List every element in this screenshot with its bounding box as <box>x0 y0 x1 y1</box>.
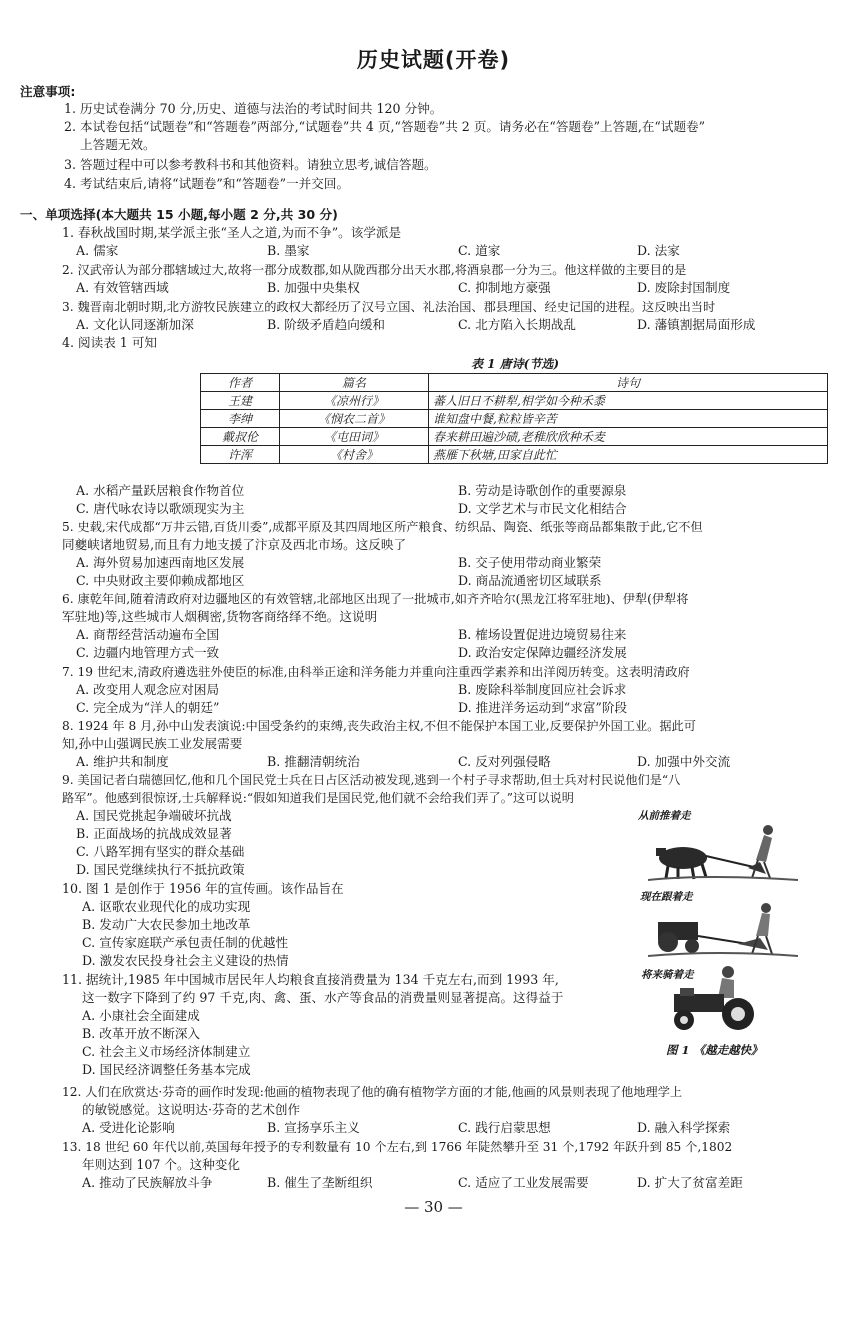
table-cell: 戴叔伦 <box>201 428 280 446</box>
tractor-rider-drawing <box>660 962 770 1034</box>
question-stem: 5. 史载,宋代成都“万井云错,百货川委”,成都平原及其四周地区所产粮食、纺织品、陶瓷、纸张等商品都集散于此,它不但 <box>62 520 703 534</box>
figure-label: 将来骑着走 <box>641 969 694 981</box>
option: A. 讴歌农业现代化的成功实现 <box>82 899 251 914</box>
question-stem: 年则达到 107 个。这种变化 <box>82 1157 240 1172</box>
option: A. 维护共和制度 <box>76 754 169 769</box>
table-cell: 《屯田词》 <box>280 428 429 446</box>
question-stem: 13. 18 世纪 60 年代以前,英国每年授予的专利数量有 10 个左右,到 1766 年陡然攀升至 31 个,1792 年跃升到 85 个,1802 <box>62 1140 733 1154</box>
question-stem: 9. 美国记者白瑞德回忆,他和几个国民党士兵在日占区活动被发现,逃到一个村子寻求帮助,但士兵对村民说他们是“八 <box>62 773 681 787</box>
option: D. 国民经济调整任务基本完成 <box>82 1062 251 1077</box>
figure-label: 从前推着走 <box>638 810 691 822</box>
option: D. 扩大了贫富差距 <box>637 1175 743 1190</box>
option: A. 国民党挑起争端破坏抗战 <box>76 808 232 823</box>
table-cell: 蕃人旧日不耕犁,相学如今种禾黍 <box>429 392 828 410</box>
table-cell: 谁知盘中餐,粒粒皆辛苦 <box>429 410 828 428</box>
question-stem: 这一数字下降到了约 97 千克,肉、禽、蛋、水产等食品的消费量则显著提高。这得益于 <box>82 990 564 1005</box>
option: C. 社会主义市场经济体制建立 <box>82 1044 251 1059</box>
question-stem: 知,孙中山强调民族工业发展需要 <box>62 736 243 751</box>
question-stem: 路军”。他感到很惊讶,士兵解释说:“假如知道我们是国民党,他们就不会给我们弄了。”这可以说明 <box>62 791 574 805</box>
tractor-plough-drawing <box>648 902 798 960</box>
note-line: 上答题无效。 <box>80 137 156 152</box>
question-stem: 2. 汉武帝认为部分郡辖域过大,故将一郡分成数郡,如从陇西郡分出天水郡,将酒泉郡一分为三。他这样做的主要目的是 <box>62 263 687 277</box>
notes-heading: 注意事项: <box>20 84 76 99</box>
question-stem: 1. 春秋战国时期,某学派主张“圣人之道,为而不争”。该学派是 <box>62 225 402 240</box>
table-header: 诗句 <box>429 374 828 392</box>
option: A. 水稻产量跃居粮食作物首位 <box>76 483 245 498</box>
option: C. 北方陷入长期战乱 <box>458 317 576 332</box>
table-header: 篇名 <box>280 374 429 392</box>
option: A. 商帮经营活动遍布全国 <box>76 627 220 642</box>
table-caption: 表 1 唐诗(节选) <box>470 357 560 371</box>
option: C. 道家 <box>458 243 501 258</box>
table-row <box>201 410 828 428</box>
note-line: 1. 历史试卷满分 70 分,历史、道德与法治的考试时间共 120 分钟。 <box>64 101 443 116</box>
option: D. 商品流通密切区域联系 <box>458 573 602 588</box>
option: A. 文化认同逐渐加深 <box>76 317 194 332</box>
figure-label: 现在跟着走 <box>640 891 693 903</box>
page-title: 历史试题(开卷) <box>356 48 511 72</box>
option: B. 正面战场的抗战成效显著 <box>76 826 232 841</box>
option: A. 推动了民族解放斗争 <box>82 1175 213 1190</box>
option: A. 海外贸易加速西南地区发展 <box>76 555 245 570</box>
table-header-row <box>201 374 828 392</box>
option: B. 加强中央集权 <box>267 280 360 295</box>
note-line: 3. 答题过程中可以参考教科书和其他资料。请独立思考,诚信答题。 <box>64 157 437 172</box>
option: C. 适应了工业发展需要 <box>458 1175 589 1190</box>
option: B. 发动广大农民参加土地改革 <box>82 917 251 932</box>
option: D. 文学艺术与市民文化相结合 <box>458 501 627 516</box>
option: A. 有效管辖西域 <box>76 280 169 295</box>
option: D. 藩镇割据局面形成 <box>637 317 756 332</box>
option: B. 交子使用带动商业繁荣 <box>458 555 602 570</box>
table-header: 作者 <box>201 374 280 392</box>
question-stem: 6. 康乾年间,随着清政府对边疆地区的有效管辖,北部地区出现了一批城市,如齐齐哈尔(黑龙江将军驻地)、伊犁(伊犁将 <box>62 592 689 606</box>
figure-caption: 图 1 《越走越快》 <box>666 1043 763 1057</box>
note-line: 2. 本试卷包括“试题卷”和“答题卷”两部分,“试题卷”共 4 页,“答题卷”共 2 页。请务必在“答题卷”上答题,在“试题卷” <box>64 119 706 134</box>
section-heading: 一、单项选择(本大题共 15 小题,每小题 2 分,共 30 分) <box>20 207 338 222</box>
option: C. 八路军拥有坚实的群众基础 <box>76 844 245 859</box>
option: C. 抑制地方豪强 <box>458 280 551 295</box>
table-row <box>201 428 828 446</box>
question-stem: 7. 19 世纪末,清政府遴选驻外使臣的标准,由科举正途和洋务能力并重向注重西学素养和出洋阅历转变。这表明清政府 <box>62 665 690 679</box>
table-row <box>201 446 828 464</box>
option: D. 国民党继续执行不抵抗政策 <box>76 862 245 877</box>
option: B. 废除科举制度回应社会诉求 <box>458 682 627 697</box>
option: A. 儒家 <box>76 243 119 258</box>
option: B. 宣扬享乐主义 <box>267 1120 360 1135</box>
option: B. 催生了垄断组织 <box>267 1175 373 1190</box>
option: B. 榷场设置促进边境贸易往来 <box>458 627 627 642</box>
question-stem: 4. 阅读表 1 可知 <box>62 335 158 350</box>
option: C. 完全成为“洋人的朝廷” <box>76 700 220 715</box>
option: A. 受进化论影响 <box>82 1120 175 1135</box>
question-stem: 同夔峡诸地贸易,而且有力地支援了汴京及西北市场。这反映了 <box>62 537 407 552</box>
option: A. 改变用人观念应对困局 <box>76 682 220 697</box>
table-cell: 《悯农二首》 <box>280 410 429 428</box>
option: D. 激发农民投身社会主义建设的热情 <box>82 953 289 968</box>
table-cell: 《村舍》 <box>280 446 429 464</box>
table-cell: 燕雁下秋塘,田家自此忙 <box>429 446 828 464</box>
page-number: — 30 — <box>404 1198 463 1216</box>
option: C. 宣传家庭联产承包责任制的优越性 <box>82 935 289 950</box>
note-line: 4. 考试结束后,请将“试题卷”和“答题卷”一并交回。 <box>64 176 350 191</box>
question-stem: 军驻地)等,这些城市人烟稠密,货物客商络绎不绝。这说明 <box>62 609 378 624</box>
option: C. 中央财政主要仰赖成都地区 <box>76 573 245 588</box>
option: C. 反对列强侵略 <box>458 754 551 769</box>
option: C. 唐代咏农诗以歌颂现实为主 <box>76 501 245 516</box>
option: B. 改革开放不断深入 <box>82 1026 201 1041</box>
option: C. 边疆内地管理方式一致 <box>76 645 220 660</box>
question-stem: 12. 人们在欣赏达·芬奇的画作时发现:他画的植物表现了他的确有植物学方面的才能,他画的风景则表现了他地理学上 <box>62 1085 683 1099</box>
table-cell: 王建 <box>201 392 280 410</box>
option: D. 推进洋务运动到“求富”阶段 <box>458 700 628 715</box>
option: B. 劳动是诗歌创作的重要源泉 <box>458 483 627 498</box>
option: B. 推翻清朝统治 <box>267 754 360 769</box>
option: D. 法家 <box>637 243 680 258</box>
option: B. 阶级矛盾趋向缓和 <box>267 317 386 332</box>
table-row <box>201 392 828 410</box>
table-cell: 李绅 <box>201 410 280 428</box>
option: D. 废除封国制度 <box>637 280 731 295</box>
option: D. 加强中外交流 <box>637 754 731 769</box>
poem-table <box>200 373 828 464</box>
question-stem: 11. 据统计,1985 年中国城市居民年人均粮食直接消费量为 134 千克左右,而到 1993 年, <box>62 972 559 987</box>
option: A. 小康社会全面建成 <box>82 1008 200 1023</box>
question-stem: 10. 图 1 是创作于 1956 年的宣传画。该作品旨在 <box>62 881 344 896</box>
question-stem: 的敏锐感觉。这说明达·芬奇的艺术创作 <box>82 1102 301 1117</box>
table-cell: 春来耕田遍沙碛,老稚欣欣种禾麦 <box>429 428 828 446</box>
option: B. 墨家 <box>267 243 310 258</box>
question-stem: 3. 魏晋南北朝时期,北方游牧民族建立的政权大都经历了汉号立国、礼法治国、郡县理国、经史记国的进程。这反映出当时 <box>62 300 716 314</box>
option: D. 融入科学探索 <box>637 1120 731 1135</box>
question-stem: 8. 1924 年 8 月,孙中山发表演说:中国受条约的束缚,丧失政治主权,不但不能保护本国工业,反要保护外国工业。据此可 <box>62 719 696 733</box>
table-cell: 《凉州行》 <box>280 392 429 410</box>
option: C. 践行启蒙思想 <box>458 1120 551 1135</box>
table-cell: 许浑 <box>201 446 280 464</box>
ox-plough-drawing <box>648 822 798 884</box>
option: D. 政治安定保障边疆经济发展 <box>458 645 627 660</box>
